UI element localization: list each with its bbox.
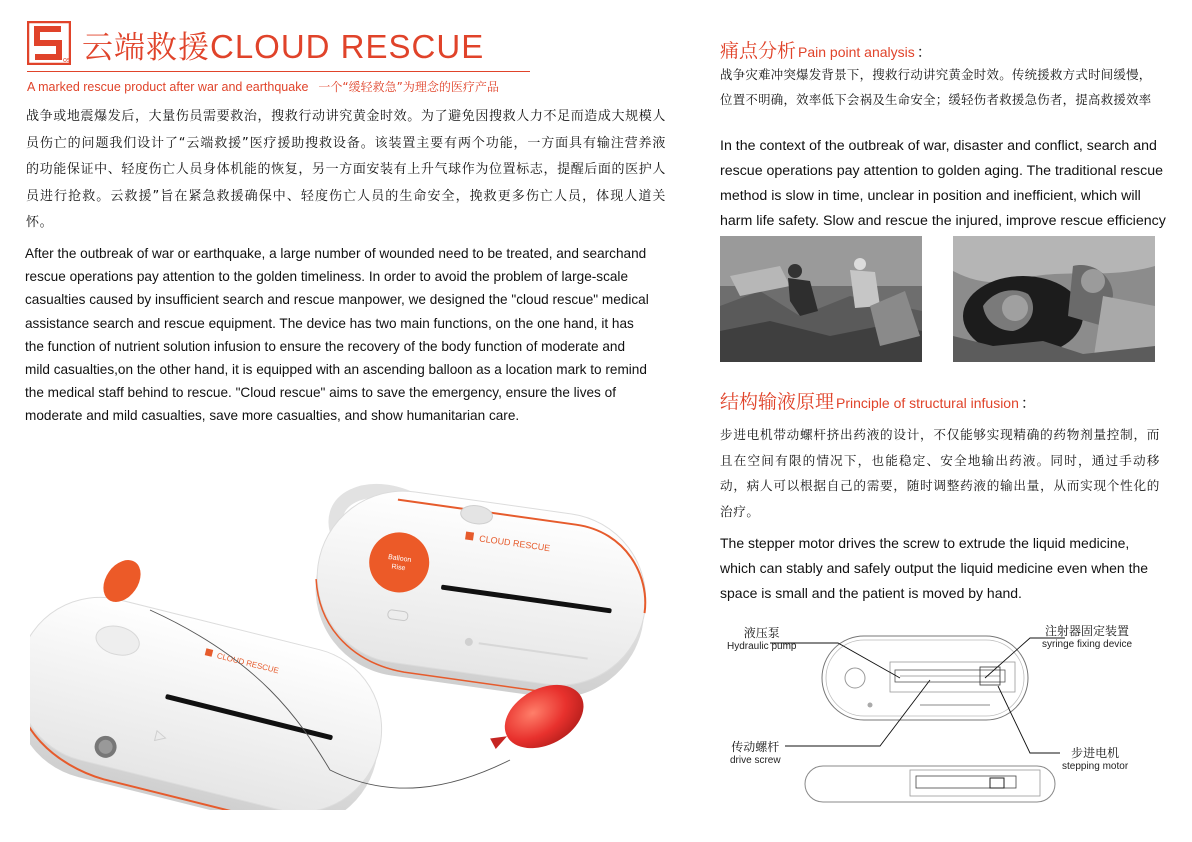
structure-colon: ： xyxy=(1020,395,1036,412)
rescue-photo-2 xyxy=(953,236,1155,362)
label-drive-screw: 传动螺杆 drive screw xyxy=(730,740,781,766)
svg-text:Balloon: Balloon xyxy=(387,553,412,565)
pain-point-title-cn: 痛点分析 xyxy=(720,40,797,62)
subtitle-cn: 一个“缓轻救急”为理念的医疗产品 xyxy=(318,80,499,94)
structure-title-en: Principle of structural infusion xyxy=(836,395,1019,411)
rescue-photo-1 xyxy=(720,236,922,362)
product-rendering xyxy=(30,460,670,810)
label-syringe-fixing: 注射器固定装置 syringe fixing device xyxy=(1042,624,1133,650)
subtitle-en: A marked rescue product after war and earthquake xyxy=(27,80,309,94)
pain-point-cn: 战争灾难冲突爆发背景下，搜救行动讲究黄金时效。传统援救方式时间缓慢，位置不明确，效率低下会祸及生命安全；缓轻伤者救援急伤者，提高救援效率 xyxy=(720,67,1152,107)
label-hydraulic-pump: 液压泵 Hydraulic pump xyxy=(727,626,797,652)
pain-point-title-en: Pain point analysis xyxy=(798,44,915,60)
title-underline xyxy=(27,71,530,72)
structure-heading xyxy=(720,387,1036,414)
svg-text:CLOUD RESCUE: CLOUD RESCUE xyxy=(215,651,280,676)
subtitle xyxy=(27,78,499,95)
pain-point-colon: ： xyxy=(916,44,932,61)
logo-icon xyxy=(27,21,71,65)
structure-cn: 步进电机带动螺杆挤出药液的设计，不仅能够实现精确的药物剂量控制，而且在空间有限的情况下，也能稳定、安全地输出药液。同时，通过手动移动，病人可以根据自己的需要，随时调整药液的输出量，从而实现个性化的治疗。 xyxy=(720,427,1160,519)
intro-en-paragraph: After the outbreak of war or earthquake, a large number of wounded need to be treated, and searchand rescue operations pay attention to the golden timeliness. In order to avoid the problem of large-scale casualties caused by insufficient search and rescue manpower, we designed the "cloud rescue" medical assistance search and rescue equipment. The device has two main functions, on the one hand, it has the function of nutrient solution infusion to ensure the recovery of the body function of moderate and mild casualties,on the other hand, it is equipped with an ascending balloon as a location mark to remind the medical staff behind to rescue. "Cloud rescue" aims to save the emergency, ensure the lives of moderate and mild casualties, save more casualties, and show humanitarian care. xyxy=(25,246,649,424)
title-cn: 云端救援 xyxy=(82,30,210,66)
title-en: CLOUD RESCUE xyxy=(210,28,485,65)
svg-text:Rise: Rise xyxy=(391,563,406,573)
pain-point-en: In the context of the outbreak of war, disaster and conflict, search and rescue operations pay attention to golden aging. The traditional rescue method is slow in time, unclear in position and inefficient, which will harm life safety. Slow and rescue the injured, improve rescue efficiency xyxy=(720,138,1166,229)
structure-en: The stepper motor drives the screw to extrude the liquid medicine, which can stably and safely output the liquid medicine even when the space is small and the patient is moved by hand. xyxy=(720,535,1149,601)
page-title xyxy=(82,22,484,67)
structure-diagram xyxy=(727,618,1170,818)
svg-text:CLOUD RESCUE: CLOUD RESCUE xyxy=(478,533,551,554)
structure-title-cn: 结构输液原理 xyxy=(720,391,835,413)
svg-text:os: os xyxy=(63,57,71,64)
label-stepping-motor: 步进电机 stepping motor xyxy=(1062,746,1129,772)
pain-point-heading xyxy=(720,36,932,63)
intro-cn-paragraph: 战争或地震爆发后，大量伤员需要救治，搜救行动讲究黄金时效。为了避免因搜救人力不足而造成大规模人员伤亡的问题我们设计了“云端救援”医疗援助搜救设备。该装置主要有两个功能，一方面具有输注营养液的功能保证中、轻度伤亡人员身体机能的恢复，另一方面安装有上升气球作为位置标志，提醒后面的医护人员进行抢救。云救援”旨在紧急救援确保中、轻度伤亡人员的生命安全，挽救更多伤亡人员，体现人道关怀。 xyxy=(26,109,666,230)
